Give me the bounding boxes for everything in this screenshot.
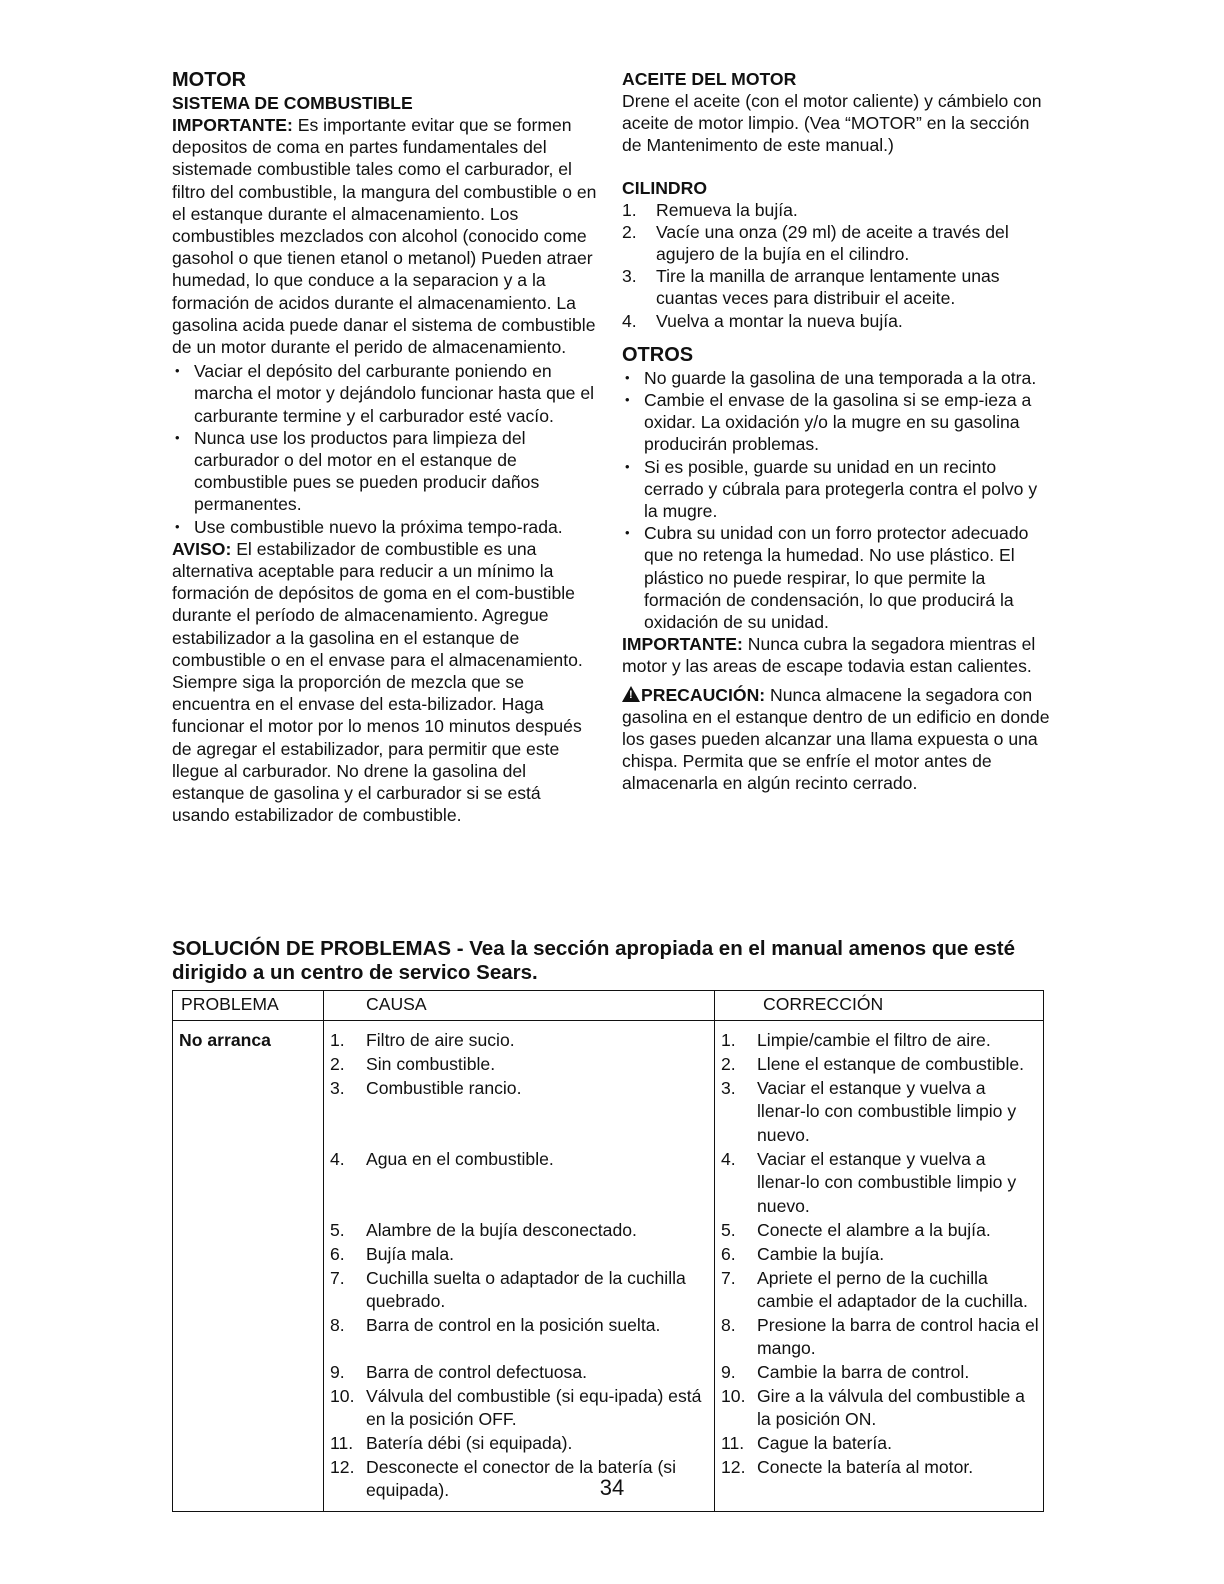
column-header-causa: CAUSA [324,991,715,1021]
motor-heading: MOTOR [172,69,247,91]
correction-item [721,1361,1039,1385]
item-number: 3. [721,1077,736,1098]
item-number: 1. [330,1029,345,1050]
right-column [622,68,1052,795]
otros-importante-paragraph [622,633,1052,677]
fuel-importante-paragraph [172,114,600,358]
correction-item [721,1385,1039,1432]
item-text: Limpie/cambie el filtro de aire. [757,1029,991,1050]
precaucion-text: Nunca almacene la segadora con gasolina en el estanque dentro de un edificio en donde los gases pueden alcanzar una llama expuesta o una chispa. Permita que se enfríe el motor antes de almacenarla en algún recinto cerrado. [622,684,1050,794]
correction-item [721,1053,1039,1077]
item-text: Sin combustible. [366,1053,496,1074]
item-text: Gire a la válvula del combustible a la posición ON. [757,1385,1025,1429]
item-number: 6. [721,1243,736,1264]
item-number: 7. [721,1267,736,1288]
item-text: Conecte la batería al motor. [757,1456,974,1477]
step-text: Vuelva a montar la nueva bujía. [656,310,903,331]
aviso-paragraph [172,538,600,827]
item-text: Barra de control en la posición suelta. [366,1314,661,1335]
table-row [173,1020,1044,1511]
item-number: 6. [330,1243,345,1264]
importante-text: Es importante evitar que se formen depositos de coma en partes fundamentales del sistemade combustible tales como el carburador, el filtro del combustible, la mangura del combustible o en el estanque durante el almacenamiento. Los combustibles mezclados con alcohol (conocido come gasohol o que tienen etanol o metanol) Pueden atraer humedad, lo que conduce a la separacion y a la formación de acidos durante el almacenamiento. La gasolina acida puede danar el sistema de combustible de un motor durante el perido de almacenamiento. [172,115,597,358]
table-header-row [173,991,1044,1021]
item-number: 9. [721,1361,736,1382]
list-item [622,221,1052,265]
item-text: Apriete el perno de la cuchilla cambie el adaptador de la cuchilla. [757,1267,1028,1311]
item-number: 2. [330,1053,345,1074]
cause-item [330,1029,710,1053]
item-number: 3. [330,1077,345,1098]
item-number: 10. [330,1385,355,1406]
item-text: Cague la batería. [757,1432,892,1453]
item-text: Agua en el combustible. [366,1148,554,1169]
list-item [622,199,1052,221]
item-text: Presione la barra de control hacia el mango. [757,1314,1039,1358]
step-number: 1. [622,199,637,220]
correction-item [721,1267,1039,1314]
list-item: • Nunca use los productos para limpieza del carburador o del motor en el estanque de combustible pues se pueden producir daños permanentes. [172,427,600,516]
item-number: 9. [330,1361,345,1382]
item-number: 1. [721,1029,736,1050]
item-text: Combustible rancio. [366,1077,522,1098]
fuel-bullet-list [172,360,600,538]
engine-oil-paragraph: Drene el aceite (con el motor caliente) y cámbielo con aceite de motor limpio. (Vea “MOTOR” en la sección de Mantenimento de este manual.) [622,91,1042,156]
item-number: 8. [721,1314,736,1335]
column-header-problema: PROBLEMA [173,991,324,1021]
correction-list [721,1029,1039,1503]
item-text: Conecte el alambre a la bujía. [757,1219,991,1240]
cause-item [330,1077,710,1148]
item-number: 5. [721,1219,736,1240]
troubleshooting-table [172,990,1044,1512]
warning-triangle-icon: ! [622,686,640,702]
step-number: 2. [622,221,637,242]
item-text: Bujía mala. [366,1243,455,1264]
item-text: Cuchilla suelta o adaptador de la cuchilla quebrado. [366,1267,686,1311]
item-text: Filtro de aire sucio. [366,1029,515,1050]
cause-item [330,1243,710,1267]
cylinder-heading: CILINDRO [622,177,708,198]
cause-item [330,1219,710,1243]
cause-cell [324,1020,715,1511]
importante-label: IMPORTANTE: [172,115,293,135]
troubleshooting-heading: SOLUCIÓN DE PROBLEMAS - Vea la sección apropiada en el manual amenos que esté dirigido a un centro de servico Sears. [172,937,1016,984]
cylinder-steps [622,199,1052,332]
cause-item [330,1361,710,1385]
page-number: 34 [599,1475,625,1500]
item-number: 11. [721,1432,745,1453]
correction-cell [715,1020,1044,1511]
item-number: 12. [330,1456,355,1477]
importante-text: Nunca cubra la segadora mientras el motor y las areas de escape todavia estan calientes. [622,634,1036,677]
precaucion-label: PRECAUCIÓN: [641,684,766,705]
step-number: 4. [622,310,637,331]
otros-bullet-list [622,367,1052,633]
item-text: Desconecte el conector de la batería (si equipada). [366,1456,677,1500]
list-item: • Use combustible nuevo la próxima tempo-rada. [172,516,600,538]
list-item [622,310,1052,332]
item-text: Válvula del combustible (si equ-ipada) está en la posición OFF. [366,1385,702,1429]
item-number: 4. [721,1148,736,1169]
correction-item [721,1077,1039,1148]
item-number: 8. [330,1314,345,1335]
engine-oil-heading: ACEITE DEL MOTOR [622,69,797,89]
item-text: Vaciar el estanque y vuelva a llenar-lo con combustible limpio y nuevo. [757,1148,1017,1216]
item-number: 2. [721,1053,736,1074]
item-text: Alambre de la bujía desconectado. [366,1219,637,1240]
precaucion-paragraph [622,684,1052,795]
column-header-correccion: CORRECCIÓN [715,991,1044,1021]
item-text: Batería débi (si equipada). [366,1432,573,1453]
problem-cell: No arranca [173,1020,324,1511]
correction-item [721,1219,1039,1243]
list-item: • Si es posible, guarde su unidad en un recinto cerrado y cúbrala para protegerla contra el polvo y la mugre. [622,456,1052,523]
item-text: Vaciar el estanque y vuelva a llenar-lo con combustible limpio y nuevo. [757,1077,1017,1145]
item-number: 11. [330,1432,354,1453]
item-number: 10. [721,1385,746,1406]
item-number: 4. [330,1148,345,1169]
cause-item [330,1148,710,1219]
correction-item [721,1432,1039,1456]
left-column [172,68,600,827]
aviso-label: AVISO: [172,538,232,559]
item-number: 5. [330,1219,345,1240]
step-number: 3. [622,266,637,287]
list-item: • Cambie el envase de la gasolina si se emp-ieza a oxidar. La oxidación y/o la mugre en su gasolina producirán problemas. [622,389,1052,456]
importante-label: IMPORTANTE: [622,634,743,655]
step-text: Vacíe una onza (29 ml) de aceite a través del agujero de la bujía en el cilindro. [656,221,1009,265]
aviso-text: El estabilizador de combustible es una alternativa aceptable para reducir a un mínimo la formación de depósitos de goma en el com-bustible durante el período de almacenamiento. Agregue estabilizador a la gasolina en el estanque de combustible o en el envase para el almacenamiento. Siempre siga la proporción de mezcla que se encuentra en el envase del esta-bilizador. Haga funcionar el motor por lo menos 10 minutos después de agregar el estabilizador, para permitir que este llegue al carburador. No drene la gasolina del estanque de gasolina y el carburador si se está usando estabilizador de combustible. [172,538,583,826]
troubleshooting-section [172,937,1052,985]
list-item [622,265,1052,309]
item-text: Cambie la bujía. [757,1243,885,1264]
item-text: Cambie la barra de control. [757,1361,970,1382]
correction-item [721,1029,1039,1053]
cause-item [330,1314,710,1361]
item-number: 7. [330,1267,345,1288]
list-item: • Cubra su unidad con un forro protector adecuado que no retenga la humedad. No use plástico. El plástico no puede respirar, lo que permite la formación de condensación, lo que producirá la oxidación de su unidad. [622,522,1052,633]
step-text: Tire la manilla de arranque lentamente unas cuantas veces para distribuir el aceite. [656,266,1000,309]
correction-item [721,1314,1039,1361]
item-number: 12. [721,1456,746,1477]
item-text: Llene el estanque de combustible. [757,1053,1025,1074]
list-item: • No guarde la gasolina de una temporada a la otra. [622,367,1052,389]
cause-item [330,1385,710,1432]
cause-item [330,1053,710,1077]
otros-heading: OTROS [622,343,694,366]
correction-item [721,1243,1039,1267]
step-text: Remueva la bujía. [656,199,798,220]
item-text: Barra de control defectuosa. [366,1361,588,1382]
cause-item [330,1432,710,1456]
cause-list [330,1029,710,1503]
fuel-system-subheading: SISTEMA DE COMBUSTIBLE [172,93,413,113]
list-item: • Vaciar el depósito del carburante poniendo en marcha el motor y dejándolo funcionar hasta que el carburante termine y el carburador esté vacío. [172,360,600,427]
correction-item [721,1148,1039,1219]
cause-item [330,1267,710,1314]
